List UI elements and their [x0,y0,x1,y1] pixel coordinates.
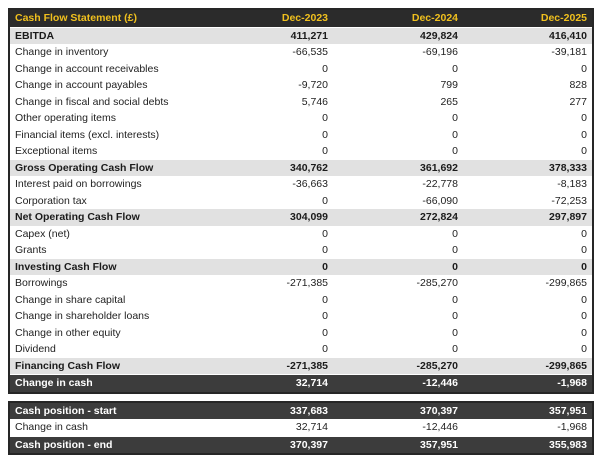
table-row [9,436,593,454]
table-header-row [9,9,593,27]
table-row [9,160,593,177]
row-label: Change in inventory [9,44,203,61]
row-value: 0 [203,226,333,243]
row-label: Financial items (excl. interests) [9,127,203,144]
row-value: -1,968 [463,419,593,436]
table-row [9,308,593,325]
row-label: Capex (net) [9,226,203,243]
cash-position-table [8,401,594,456]
row-value: -72,253 [463,193,593,210]
table-row [9,226,593,243]
table-row [9,176,593,193]
row-value: -12,446 [333,419,463,436]
row-value: -36,663 [203,176,333,193]
row-label: Cash position - end [9,436,203,454]
table-row [9,325,593,342]
row-value: 5,746 [203,94,333,111]
table-row [9,94,593,111]
row-value: 0 [203,143,333,160]
row-value: 370,397 [333,402,463,420]
row-label: Change in cash [9,419,203,436]
row-value: 0 [333,308,463,325]
row-label: Change in account receivables [9,61,203,78]
row-value: -9,720 [203,77,333,94]
column-header-dec-2024: Dec-2024 [333,9,463,27]
row-value: -271,385 [203,275,333,292]
row-label: Net Operating Cash Flow [9,209,203,226]
row-value: 0 [463,292,593,309]
column-header-dec-2025: Dec-2025 [463,9,593,27]
row-value: 357,951 [333,436,463,454]
row-value: 355,983 [463,436,593,454]
row-value: -22,778 [333,176,463,193]
row-label: Interest paid on borrowings [9,176,203,193]
table-title: Cash Flow Statement (£) [9,9,203,27]
row-value: 0 [463,242,593,259]
row-value: 32,714 [203,375,333,393]
row-label: Change in other equity [9,325,203,342]
table-gap [8,394,592,401]
row-value: 32,714 [203,419,333,436]
table-row [9,419,593,436]
row-value: -66,090 [333,193,463,210]
row-value: 0 [333,325,463,342]
row-value: 0 [203,325,333,342]
table-row [9,358,593,375]
row-value: -285,270 [333,275,463,292]
row-value: 0 [463,61,593,78]
row-label: Change in account payables [9,77,203,94]
row-value: 277 [463,94,593,111]
row-value: 0 [203,110,333,127]
row-label: Financing Cash Flow [9,358,203,375]
row-value: 0 [333,143,463,160]
row-value: 0 [333,341,463,358]
row-value: -271,385 [203,358,333,375]
row-value: -8,183 [463,176,593,193]
row-value: 272,824 [333,209,463,226]
row-label: Gross Operating Cash Flow [9,160,203,177]
row-value: 304,099 [203,209,333,226]
row-label: Corporation tax [9,193,203,210]
row-value: -39,181 [463,44,593,61]
row-value: 416,410 [463,27,593,44]
row-value: 799 [333,77,463,94]
row-label: Dividend [9,341,203,358]
table-row [9,44,593,61]
row-value: -1,968 [463,375,593,393]
row-value: 0 [333,61,463,78]
row-value: 828 [463,77,593,94]
table-row [9,143,593,160]
row-label: Change in cash [9,375,203,393]
row-label: Change in share capital [9,292,203,309]
row-value: 340,762 [203,160,333,177]
row-value: 0 [463,341,593,358]
row-value: 0 [463,226,593,243]
row-value: 370,397 [203,436,333,454]
row-value: 0 [203,292,333,309]
row-value: 337,683 [203,402,333,420]
row-label: Borrowings [9,275,203,292]
row-value: 0 [203,341,333,358]
cash-flow-table [8,8,594,394]
table-row [9,402,593,420]
row-value: 0 [463,110,593,127]
column-header-dec-2023: Dec-2023 [203,9,333,27]
row-value: 0 [203,308,333,325]
row-value: 0 [333,242,463,259]
row-value: -299,865 [463,275,593,292]
row-label: Change in shareholder loans [9,308,203,325]
row-label: Change in fiscal and social debts [9,94,203,111]
row-value: 0 [333,127,463,144]
table-row [9,110,593,127]
row-value: 0 [463,127,593,144]
row-value: 0 [203,242,333,259]
table-row [9,209,593,226]
table-row [9,259,593,276]
row-value: -285,270 [333,358,463,375]
row-value: 357,951 [463,402,593,420]
table-row [9,292,593,309]
row-value: 361,692 [333,160,463,177]
row-label: Exceptional items [9,143,203,160]
row-value: 0 [203,259,333,276]
row-value: 0 [203,193,333,210]
row-value: 429,824 [333,27,463,44]
row-value: -66,535 [203,44,333,61]
row-value: -299,865 [463,358,593,375]
row-value: 0 [333,292,463,309]
row-value: 0 [333,110,463,127]
table-row [9,275,593,292]
table-row [9,375,593,393]
row-value: 378,333 [463,160,593,177]
table-row [9,127,593,144]
row-value: 0 [463,259,593,276]
row-value: 265 [333,94,463,111]
row-value: 0 [463,325,593,342]
table-row [9,61,593,78]
row-value: -12,446 [333,375,463,393]
row-value: 411,271 [203,27,333,44]
row-value: 0 [203,127,333,144]
row-label: Investing Cash Flow [9,259,203,276]
row-value: 0 [203,61,333,78]
table-row [9,27,593,44]
row-label: Other operating items [9,110,203,127]
row-label: Grants [9,242,203,259]
row-label: EBITDA [9,27,203,44]
table-row [9,242,593,259]
table-row [9,341,593,358]
row-value: 0 [463,143,593,160]
row-label: Cash position - start [9,402,203,420]
row-value: 297,897 [463,209,593,226]
table-row [9,193,593,210]
row-value: 0 [333,259,463,276]
table-row [9,77,593,94]
row-value: -69,196 [333,44,463,61]
row-value: 0 [463,308,593,325]
row-value: 0 [333,226,463,243]
